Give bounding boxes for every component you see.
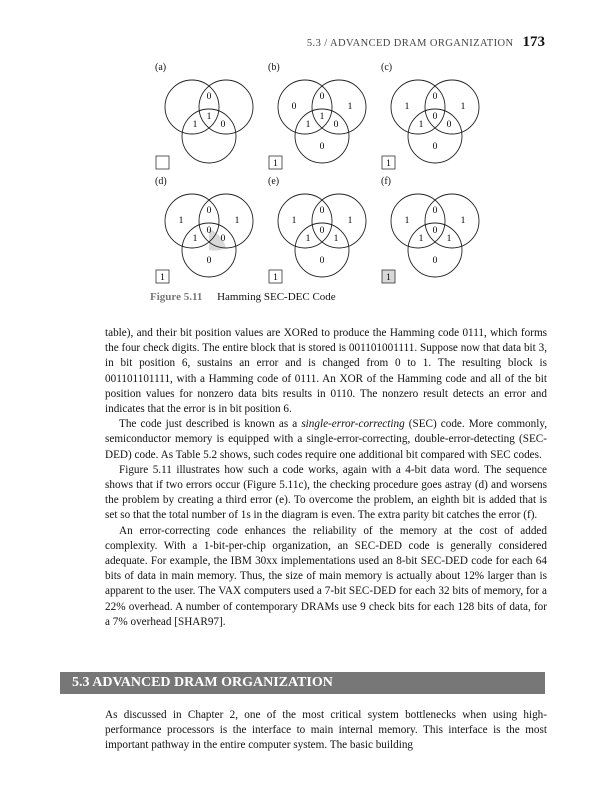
parity-bit: 1 — [386, 273, 391, 283]
bit-mid-left: 1 — [418, 120, 424, 130]
panel-label: (f) — [381, 176, 391, 187]
bit-center: 0 — [432, 226, 438, 236]
bit-bottom: 0 — [319, 142, 325, 152]
bit-top-left: 0 — [291, 102, 297, 112]
bit-bottom: 0 — [432, 142, 438, 152]
venn-panel-b — [263, 62, 378, 176]
section-heading: 5.3 ADVANCED DRAM ORGANIZATION — [72, 675, 333, 690]
bit-center: 0 — [432, 112, 438, 122]
paragraph: Figure 5.11 illustrates how such a code works, again with a 4-bit data word. The sequence shows that if two errors occur (Figure 5.11c), the checking procedure goes astray (d) and worsens the problem by creating a third error (e). To overcome the problem, an eighth bit is added that is set so that the total number of 1s in the diagram is even. The extra parity bit catches the error (f). — [105, 463, 547, 522]
bit-bottom: 0 — [319, 256, 325, 266]
bit-mid-right: 1 — [446, 234, 452, 244]
bit-top-left: 1 — [178, 216, 184, 226]
panel-label: (e) — [268, 176, 280, 187]
bit-center-top: 0 — [206, 92, 212, 102]
venn-panel-a — [150, 62, 265, 176]
venn-diagram — [150, 70, 265, 180]
paragraph — [105, 417, 547, 463]
bit-center-top: 0 — [319, 92, 325, 102]
bit-mid-left: 1 — [305, 234, 311, 244]
bit-mid-right: 0 — [446, 120, 452, 130]
bit-mid-right: 0 — [333, 120, 339, 130]
venn-diagram — [263, 184, 378, 294]
section-heading-bar — [60, 672, 545, 694]
bit-center-top: 0 — [432, 206, 438, 216]
venn-diagram — [376, 184, 491, 294]
venn-panel-d — [150, 176, 265, 290]
bit-mid-left: 1 — [192, 234, 198, 244]
bit-top-right: 1 — [347, 102, 353, 112]
parity-bit: 1 — [273, 159, 278, 169]
bit-mid-right: 0 — [220, 234, 226, 244]
panel-label: (d) — [155, 176, 167, 187]
bit-bottom: 0 — [206, 256, 212, 266]
venn-diagram — [150, 184, 265, 294]
bit-mid-left: 1 — [192, 120, 198, 130]
bit-center-top: 0 — [319, 206, 325, 216]
figure-number: Figure 5.11 — [150, 291, 203, 303]
bit-mid-right: 0 — [220, 120, 226, 130]
figure-caption — [150, 291, 336, 303]
text-run: (SEC) code. More commonly, semiconductor memory is equipped with a single-error-correcting, double-error-detecting (SEC-DED) code. As Table 5.2 shows, such codes require one additional bit compared with SEC codes. — [105, 418, 547, 461]
venn-panel-e — [263, 176, 378, 290]
bit-center-top: 0 — [206, 206, 212, 216]
emphasis: single-error-correcting — [301, 418, 405, 431]
page-number: 173 — [522, 34, 545, 50]
bit-mid-left: 1 — [418, 234, 424, 244]
bit-top-left: 1 — [404, 216, 410, 226]
bit-mid-right: 1 — [333, 234, 339, 244]
bit-top-right: 1 — [460, 102, 466, 112]
bit-top-right: 1 — [460, 216, 466, 226]
panel-label: (b) — [268, 62, 280, 73]
bit-center: 0 — [319, 226, 325, 236]
bit-mid-left: 1 — [305, 120, 311, 130]
venn-diagram — [263, 70, 378, 180]
parity-bit: 1 — [160, 273, 165, 283]
bit-top-left: 1 — [291, 216, 297, 226]
bit-center: 0 — [206, 226, 212, 236]
parity-box — [156, 156, 169, 169]
bit-top-right: 1 — [234, 216, 240, 226]
venn-panel-f — [376, 176, 491, 290]
bit-center: 1 — [206, 112, 212, 122]
body-text — [105, 326, 547, 630]
paragraph: table), and their bit position values are XORed to produce the Hamming code 0111, which forms the four check digits. The entire block that is stored is 001101001111. Suppose now that data bit 3, in bit position 6, sustains an error and is changed from 0 to 1. The resulting block is 001101101111, with a Hamming code of 0111. An XOR of the Hamming code and all of the bit position values for nonzero data bits results in 0110. The nonzero result detects an error and indicates that the error is in bit position 6. — [105, 327, 547, 416]
bit-top-left: 1 — [404, 102, 410, 112]
text-run: The code just described is known as a — [119, 418, 302, 431]
section-body — [105, 708, 547, 754]
running-head — [0, 34, 545, 51]
parity-bit: 1 — [273, 273, 278, 283]
venn-figure — [150, 62, 490, 290]
paragraph: As discussed in Chapter 2, one of the most critical system bottlenecks when using high-performance processors is the interface to main internal memory. This interface is the most important pathway in the entire computer system. The basic building — [105, 709, 547, 752]
panel-label: (c) — [381, 62, 393, 73]
bit-top-right: 1 — [347, 216, 353, 226]
parity-bit: 1 — [386, 159, 391, 169]
panel-label: (a) — [155, 62, 167, 73]
bit-center-top: 0 — [432, 92, 438, 102]
bit-center: 1 — [319, 112, 325, 122]
paragraph: An error-correcting code enhances the reliability of the memory at the cost of added complexity. With a 1-bit-per-chip organization, an SEC-DED code is generally considered adequate. For example, the IBM 30xx implementations used an 8-bit SEC-DED code for each 64 bits of data in main memory. Thus, the size of main memory is actually about 12% larger than is apparent to the user. The VAX computers used a 7-bit SEC-DED for each 32 bits of memory, for a 22% overhead. A number of contemporary DRAMs use 9 check bits for each 128 bits of data, for a 7% overhead [SHAR97]. — [105, 524, 547, 628]
bit-bottom: 0 — [432, 256, 438, 266]
venn-panel-c — [376, 62, 491, 176]
figure-title: Hamming SEC-DEC Code — [217, 291, 336, 303]
venn-diagram — [376, 70, 491, 180]
running-title: 5.3 / ADVANCED DRAM ORGANIZATION — [306, 38, 514, 49]
